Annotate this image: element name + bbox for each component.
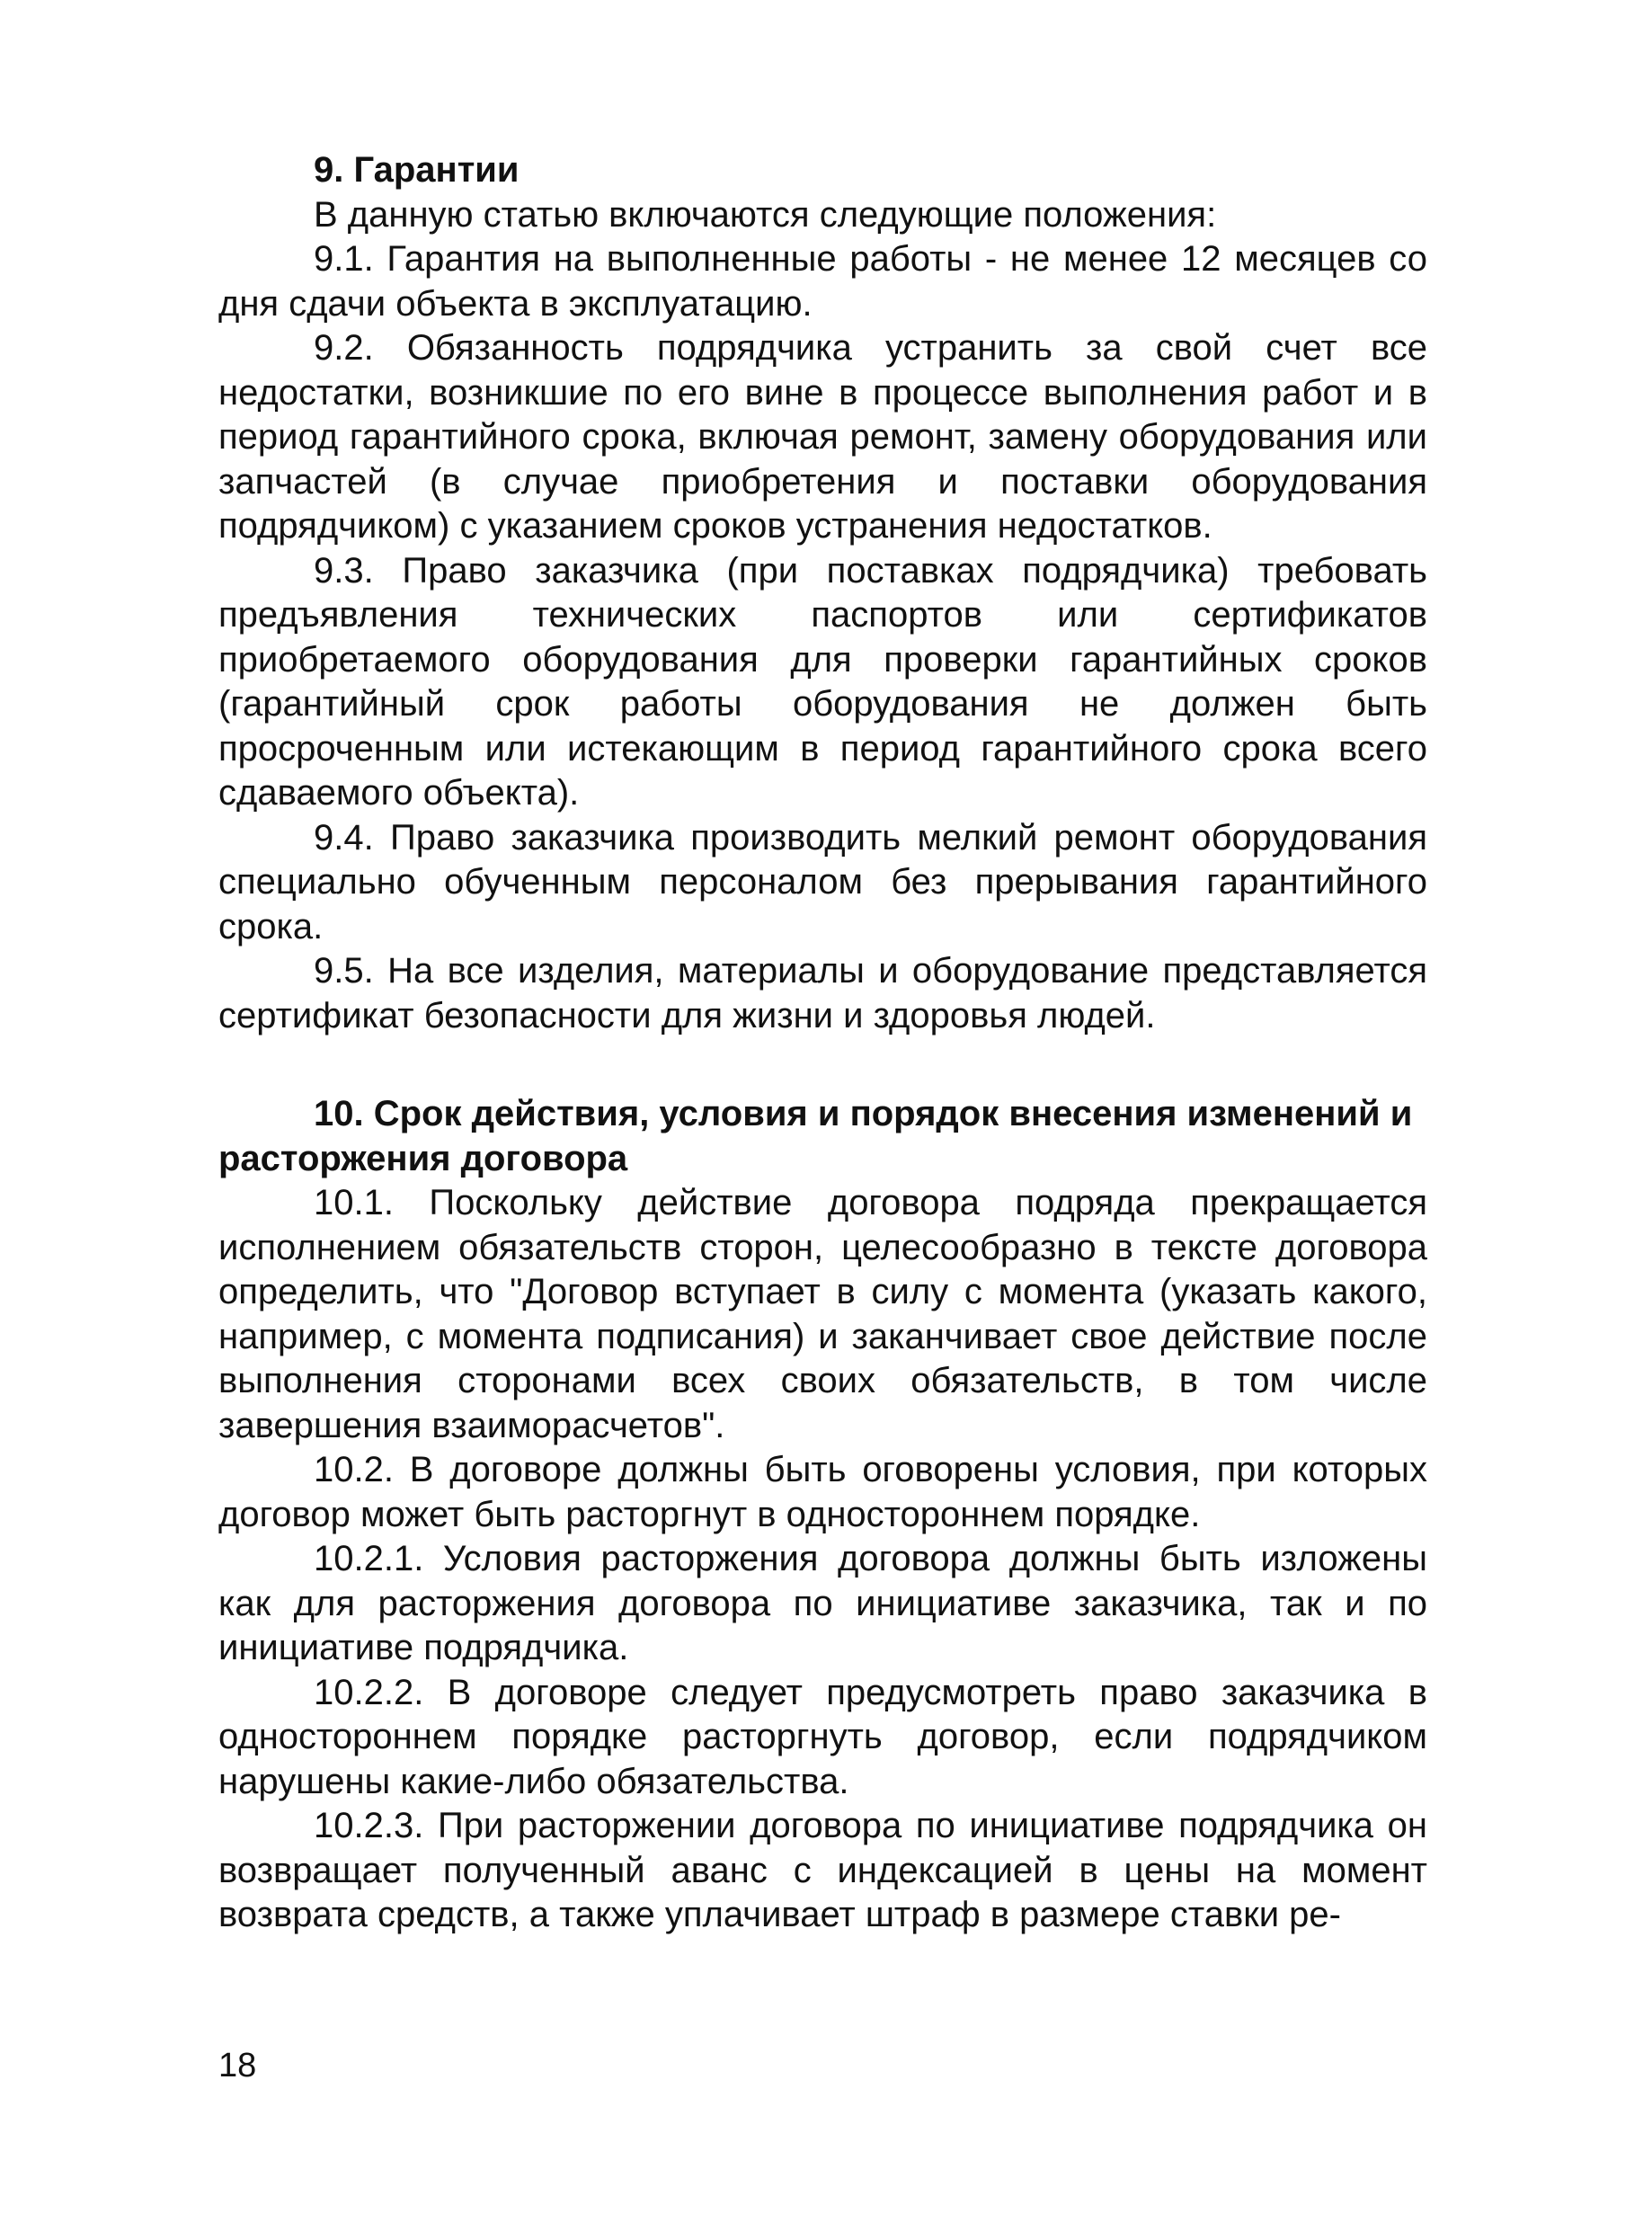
section-9-heading: 9. Гарантии (314, 150, 520, 190)
section-10-heading: 10. Срок действия, условия и порядок внесения изменений и расторжения договора (218, 1094, 1413, 1178)
clause-9-4: 9.4. Право заказчика производить мелкий ремонт оборудования специально обученным персоналом без прерывания гарантийного срока. (218, 817, 1427, 947)
clause-9-3: 9.3. Право заказчика (при поставках подрядчика) требовать предъявления технических паспортов или сертификатов приобретаемого оборудования для проверки гарантийных сроков (гарантийный срок работы оборудования не должен быть просроченным или истекающим в период гарантийного срока всего сдаваемого объекта). (218, 550, 1427, 813)
page-number: 18 (218, 2047, 257, 2084)
clause-10-2: 10.2. В договоре должны быть оговорены условия, при которых договор может быть расторгнут в одностороннем порядке. (218, 1450, 1427, 1534)
clause-10-2-1: 10.2.1. Условия расторжения договора должны быть изложены как для расторжения договора по инициативе заказчика, так и по инициативе подрядчика. (218, 1539, 1427, 1667)
clause-10-1: 10.1. Поскольку действие договора подряда прекращается исполнением обязательств сторон, целесообразно в тексте договора определить, что "Договор вступает в силу с момента (указать какого, например, с момента подписания) и заканчивает свое действие после выполнения сторонами всех своих обязательств, в том числе завершения взаиморасчетов". (218, 1183, 1427, 1445)
clause-10-2-3: 10.2.3. При расторжении договора по инициативе подрядчика он возвращает полученный аванс с индексацией в цены на момент возврата средств, а также уплачивает штраф в размере ставки ре- (218, 1806, 1427, 1934)
clause-9-5: 9.5. На все изделия, материалы и оборудование представляется сертификат безопасности для жизни и здоровья людей. (218, 951, 1427, 1036)
clause-10-2-2: 10.2.2. В договоре следует предусмотреть право заказчика в одностороннем порядке расторгнуть договор, если подрядчиком нарушены какие-либо обязательства. (218, 1672, 1427, 1801)
clause-9-2: 9.2. Обязанность подрядчика устранить за свой счет все недостатки, возникшие по его вине в процессе выполнения работ и в период гарантийного срока, включая ремонт, замену оборудования или запчастей (в случае приобретения и поставки оборудования подрядчиком) с указанием сроков устранения недостатков. (218, 328, 1427, 546)
clause-9-1: 9.1. Гарантия на выполненные работы - не менее 12 месяцев со дня сдачи объекта в эксплуатацию. (218, 239, 1427, 324)
section-9-intro: В данную статью включаются следующие положения: (314, 194, 1217, 235)
document-page (218, 148, 1427, 1938)
